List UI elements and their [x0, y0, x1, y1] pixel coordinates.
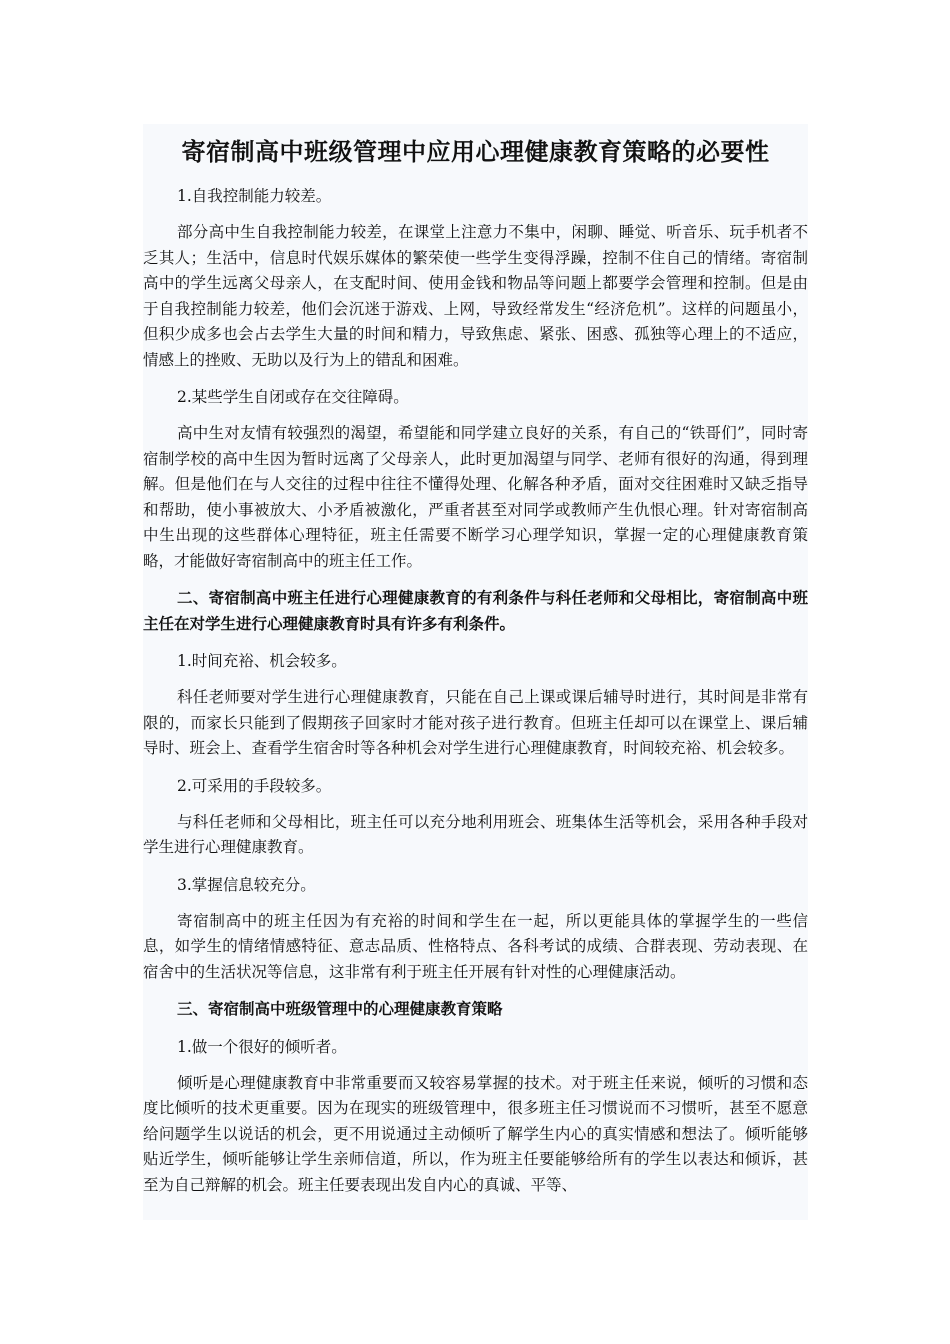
section-heading: 三、寄宿制高中班级管理中的心理健康教育策略	[177, 1000, 503, 1018]
paragraph: 寄宿制高中的班主任因为有充裕的时间和学生在一起，所以更能具体的掌握学生的一些信息，如学生的情绪情感特征、意志品质、性格特点、各科考试的成绩、合群表现、劳动表现、在宿舍中的生活状况等信息，这非常有利于班主任开展有针对性的心理健康活动。	[143, 911, 808, 981]
subheading: 2.可采用的手段较多。	[177, 776, 332, 795]
subheading: 3.掌握信息较充分。	[177, 875, 316, 894]
paragraph: 与科任老师和父母相比，班主任可以充分地利用班会、班集体生活等机会，采用各种手段对学生进行心理健康教育。	[143, 812, 808, 856]
paragraph: 部分高中生自我控制能力较差，在课堂上注意力不集中，闲聊、睡觉、听音乐、玩手机者不乏其人；生活中，信息时代娱乐媒体的繁荣使一些学生变得浮躁，控制不住自己的情绪。寄宿制高中的学生远离父母亲人，在支配时间、使用金钱和物品等问题上都要学会管理和控制。但是由于自我控制能力较差，他们会沉迷于游戏、上网，导致经常发生“经济危机”。这样的问题虽小，但积少成多也会占去学生大量的时间和精力，导致焦虑、紧张、困惑、孤独等心理上的不适应，情感上的挫败、无助以及行为上的错乱和困难。	[143, 223, 808, 369]
subheading: 2.某些学生自闭或存在交往障碍。	[177, 388, 409, 406]
section-heading: 二、寄宿制高中班主任进行心理健康教育的有利条件与科任老师和父母相比，寄宿制高中班主任在对学生进行心理健康教育时具有许多有利条件。	[143, 589, 808, 633]
document-title: 寄宿制高中班级管理中应用心理健康教育策略的必要性	[181, 138, 770, 166]
subheading: 1.自我控制能力较差。	[177, 187, 332, 205]
paragraph: 高中生对友情有较强烈的渴望，希望能和同学建立良好的关系，有自己的“铁哥们”，同时寄宿制学校的高中生因为暂时远离了父母亲人，此时更加渴望与同学、老师有很好的沟通，得到理解。但是他们在与人交往的过程中往往不懂得处理、化解各种矛盾，面对交往困难时又缺乏指导和帮助，使小事被放大、小矛盾被激化，严重者甚至对同学或教师产生仇恨心理。针对寄宿制高中生出现的这些群体心理特征，班主任需要不断学习心理学知识，掌握一定的心理健康教育策略，才能做好寄宿制高中的班主任工作。	[143, 424, 808, 570]
paragraph: 倾听是心理健康教育中非常重要而又较容易掌握的技术。对于班主任来说，倾听的习惯和态度比倾听的技术更重要。因为在现实的班级管理中，很多班主任习惯说而不习惯听，甚至不愿意给问题学生以说话的机会，更不用说通过主动倾听了解学生内心的真实情感和想法了。倾听能够贴近学生，倾听能够让学生亲师信道，所以，作为班主任要能够给所有的学生以表达和倾诉，甚至为自己辩解的机会。班主任要表现出发自内心的真诚、平等、	[143, 1073, 808, 1194]
document-page	[143, 124, 808, 1220]
paragraph: 科任老师要对学生进行心理健康教育，只能在自己上课或课后辅导时进行，其时间是非常有限的，而家长只能到了假期孩子回家时才能对孩子进行教育。但班主任却可以在课堂上、课后辅导时、班会上、查看学生宿舍时等各种机会对学生进行心理健康教育，时间较充裕、机会较多。	[143, 688, 808, 757]
subheading: 1.做一个很好的倾听者。	[177, 1037, 347, 1056]
subheading: 1.时间充裕、机会较多。	[177, 652, 347, 670]
